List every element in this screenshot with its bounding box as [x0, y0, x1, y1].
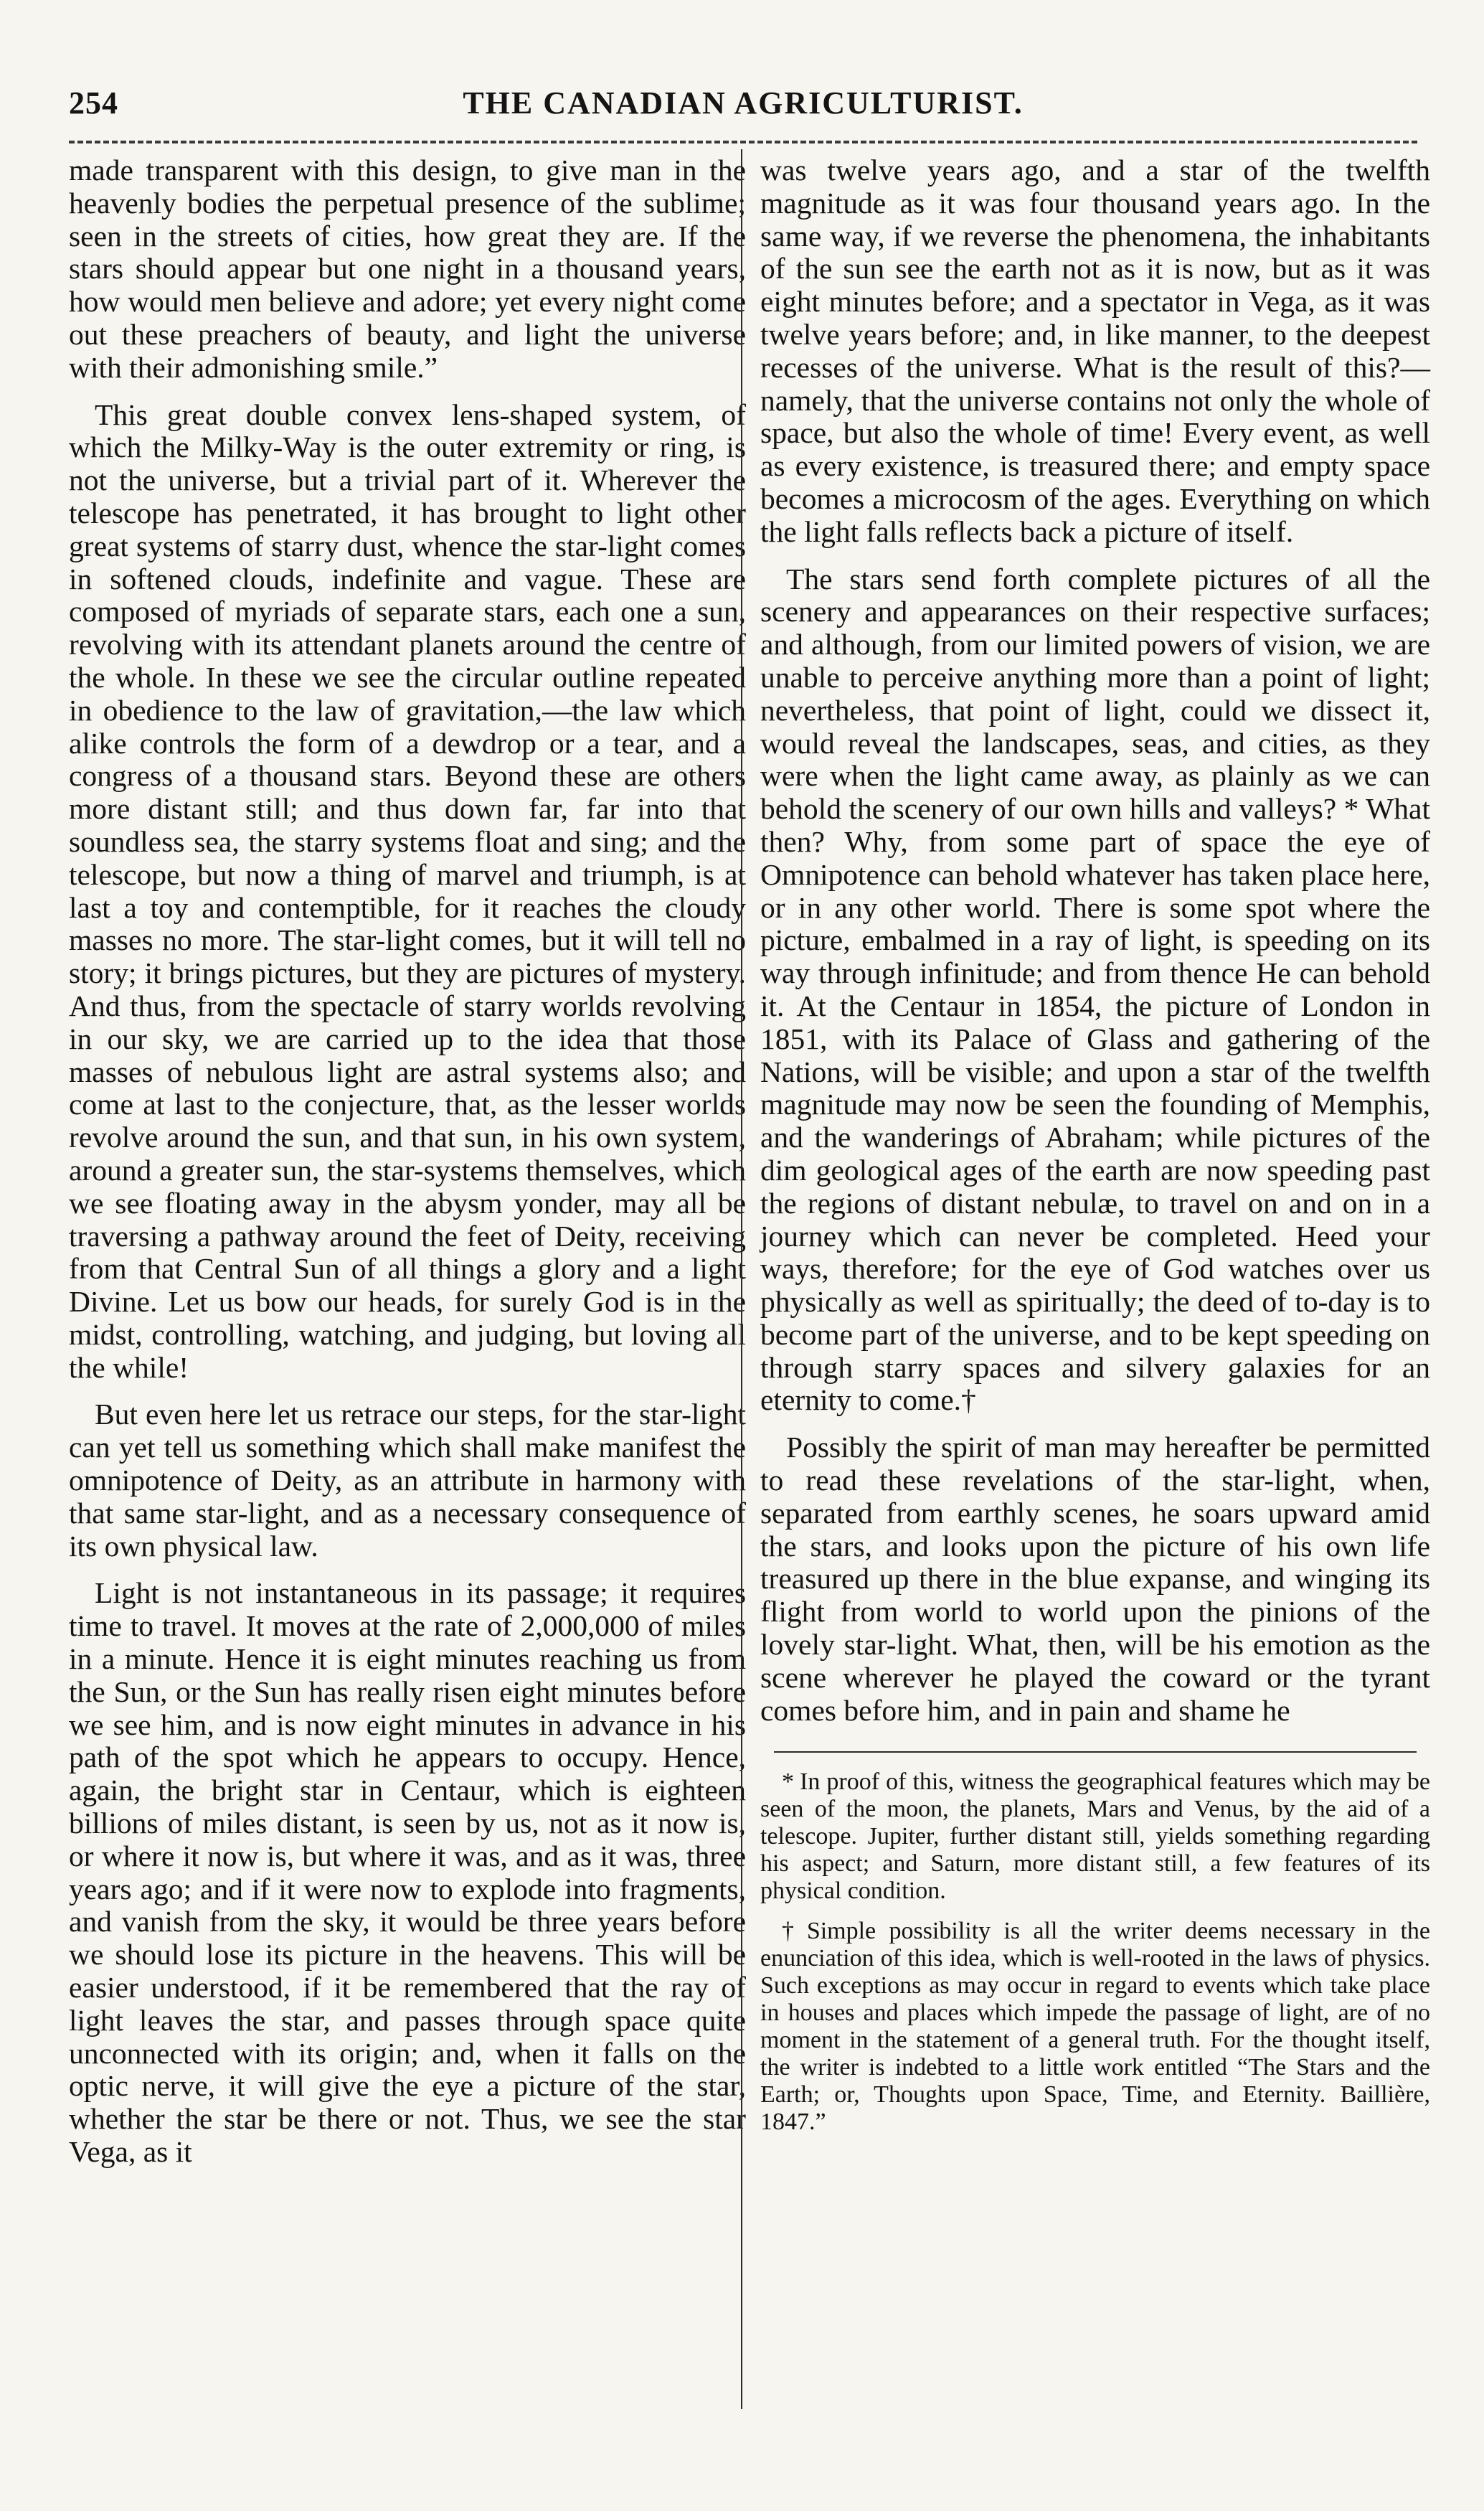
left-column — [69, 154, 746, 2183]
footnotes — [760, 1768, 1430, 2136]
footnote-rule — [774, 1751, 1417, 1753]
footnote-mark: * — [782, 1768, 794, 1796]
page-header — [69, 85, 1417, 135]
page-number: 254 — [69, 85, 118, 121]
footnote-text: In proof of this, witness the geographical features which may be seen of the moon, the planets, Mars and Venus, by the aid of a telescope. Jupiter, further distant still, yields something regarding his aspect; and Saturn, more distant still, a few features of its physical condition. — [760, 1768, 1430, 1905]
paragraph: was twelve years ago, and a star of the twelfth magnitude as it was four thousand years ago. In the same way, if we reverse the phenomena, the inhabitants of the sun see the earth not as it is now, but as it was eight minutes before; and a spectator in Vega, as it was twelve years before; and, in like manner, to the deepest recesses of the universe. What is the result of this?—namely, that the universe contains not only the whole of space, but also the whole of time! Every event, as well as every existence, is treasured there; and empty space becomes a microcosm of the ages. Everything on which the light falls reflects back a picture of itself. — [760, 154, 1430, 548]
paragraph: Light is not instantaneous in its passage; it requires time to travel. It moves at the rate of 2,000,000 of miles in a minute. Hence it is eight minutes reaching us from the Sun, or the Sun has really risen eight minutes before we see him, and is now eight minutes in advance in his path of the spot which he appears to occupy. Hence, again, the bright star in Centaur, which is eighteen billions of miles distant, is seen by us, not as it now is, or where it now is, but where it was, and as it was, three years ago; and if it were now to explode into fragments, and vanish from the sky, it would be three years before we should lose its picture in the heavens. This will be easier understood, if it be remembered that the ray of light leaves the star, and passes through space quite unconnected with its origin; and, when it falls on the optic nerve, it will give the eye a picture of the star, whether the star be there or not. Thus, we see the star Vega, as it — [69, 1576, 746, 2169]
paragraph: made transparent with this design, to give man in the heavenly bodies the perpetual presence of the sublime; seen in the streets of cities, how great they are. If the stars should appear but one night in a thousand years, how would men believe and adore; yet every night come out these preachers of beauty, and light the universe with their admonishing smile.” — [69, 154, 746, 384]
footnote-text: Simple possibility is all the writer deems necessary in the enunciation of this idea, which is well-rooted in the laws of physics. Such exceptions as may occur in regard to events which take place in houses and places which impede the passage of light, are of no moment in the statement of a general truth. For the thought itself, the writer is indebted to a little work entitled “The Stars and the Earth; or, Thoughts upon Space, Time, and Eternity. Baillière, 1847.” — [760, 1918, 1431, 2136]
paragraph: Possibly the spirit of man may hereafter be permitted to read these revelations of the star-light, when, separated from earthly scenes, he soars upward amid the stars, and looks upon the picture of his own life treasured up there in the blue expanse, and winging its flight from world to world upon the pinions of the lovely star-light. What, then, will be his emotion as the scene wherever he played the coward or the tyrant comes before him, and in pain and shame he — [760, 1431, 1430, 1727]
paragraph: The stars send forth complete pictures of all the scenery and appearances on their respective surfaces; and although, from our limited powers of vision, we are unable to perceive anything more than a point of light; nevertheless, that point of light, could we dissect it, would reveal the landscapes, seas, and cities, as they were when the light came away, as plainly as we can behold the scenery of our own hills and valleys? * What then? Why, from some part of space the eye of Omnipotence can behold whatever has taken place here, or in any other world. There is some spot where the picture, embalmed in a ray of light, is speeding on its way through infinitude; and from thence He can behold it. At the Centaur in 1854, the picture of London in 1851, with its Palace of Glass and gathering of the Nations, will be visible; and upon a star of the twelfth magnitude may now be seen the founding of Memphis, and the wanderings of Abraham; while pictures of the dim geological ages of the earth are now speeding past the regions of distant nebulæ, to travel on and on in a journey which can never be completed. Heed your ways, therefore; for the eye of God watches over us physically as well as spiritually; the deed of to-day is to become part of the universe, and to be kept speeding on through starry spaces and silvery galaxies for an eternity to come.† — [760, 562, 1430, 1417]
footnote — [760, 1918, 1430, 2136]
header-rule — [69, 141, 1417, 143]
paragraph: But even here let us retrace our steps, for the star-light can yet tell us something which shall make manifest the omnipotence of Deity, as an attribute in harmony with that same star-light, and as a necessary consequence of its own physical law. — [69, 1398, 746, 1563]
right-column — [760, 154, 1430, 2149]
running-title: THE CANADIAN AGRICULTURIST. — [463, 85, 1024, 121]
paragraph: This great double convex lens-shaped system, of which the Milky-Way is the outer extremity or ring, is not the universe, but a trivial part of it. Wherever the telescope has penetrated, it has brought to light other great systems of starry dust, whence the star-light comes in softened clouds, indefinite and vague. These are composed of myriads of separate stars, each one a sun, revolving with its attendant planets around the centre of the whole. In these we see the circular outline repeated in obedience to the law of gravitation,—the law which alike controls the form of a dewdrop or a tear, and a congress of a thousand stars. Beyond these are others more distant still; and thus down far, far into that soundless sea, the starry systems float and sing; and the telescope, but now a thing of marvel and triumph, is at last a toy and contemptible, for it reaches the cloudy masses no more. The star-light comes, but it will tell no story; it brings pictures, but they are pictures of mystery. And thus, from the spectacle of starry worlds revolving in our sky, we are carried up to the idea that those masses of nebulous light are astral systems also; and come at last to the conjecture, that, as the lesser worlds revolve around the sun, and that sun, in his own system, around a greater sun, the star-systems themselves, which we see floating away in the abysm yonder, may all be traversing a pathway around the feet of Deity, receiving from that Central Sun of all things a glory and a light Divine. Let us bow our heads, for surely God is in the midst, controlling, watching, and judging, but loving all the while! — [69, 397, 746, 1384]
column-divider — [741, 149, 742, 2409]
footnote — [760, 1768, 1430, 1905]
footnote-mark: † — [782, 1918, 801, 1945]
